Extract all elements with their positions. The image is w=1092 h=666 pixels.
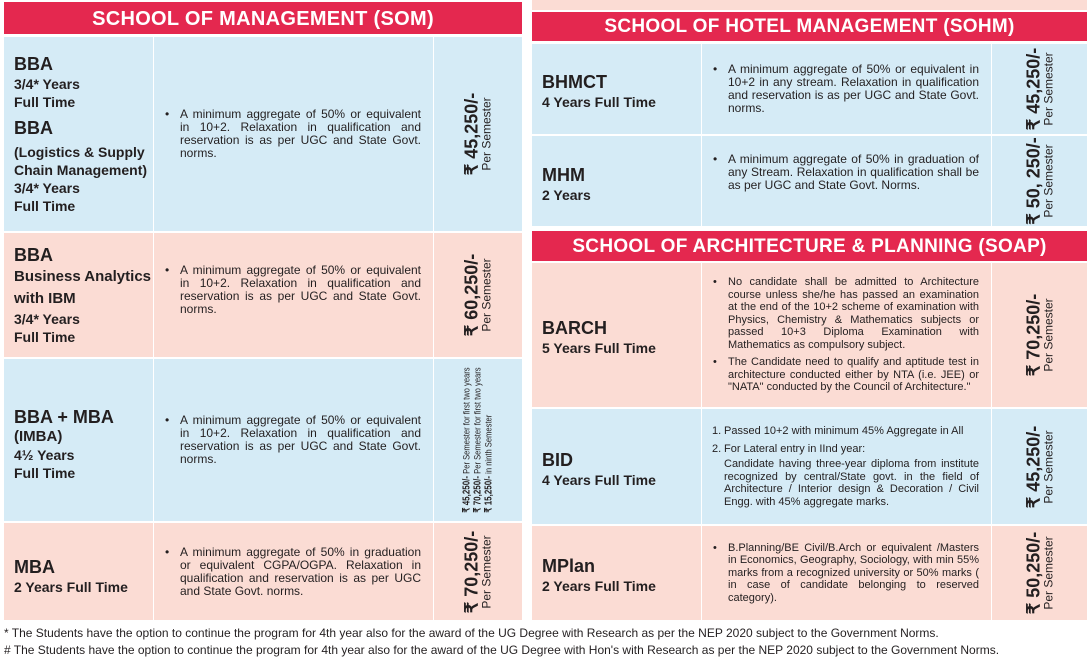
program-duration: 2 Years: [542, 187, 591, 203]
program-specialization: (IMBA): [14, 428, 63, 445]
program-name: MHM: [542, 165, 585, 185]
fee-cell: [434, 233, 522, 357]
eligibility-cell: [154, 359, 434, 521]
program-specialization: (Logistics & Supply: [14, 144, 145, 160]
fee-line: ₹ 70,250/- Per Semester for first two years: [472, 367, 484, 513]
eligibility-cell: [702, 409, 992, 524]
fee-period: Per Semester: [1041, 298, 1055, 372]
program-cell: [532, 409, 702, 524]
eligibility-cell: [702, 263, 992, 407]
fee-cell: [992, 263, 1087, 407]
program-cell: [4, 37, 154, 231]
program-duration: 5 Years Full Time: [542, 340, 656, 356]
eligibility-text: • A minimum aggregate of 50% or equivalent in 10+2 in any stream. Relaxation in qualification and reservation is as per UGC and State Govt. norms.: [712, 63, 979, 115]
eligibility-cell: [154, 233, 434, 357]
som-row-bba-analytics: [4, 233, 522, 357]
program-mode: Full Time: [14, 94, 76, 110]
program-cell: [4, 359, 154, 521]
fee-period: Per Semester: [1041, 144, 1055, 218]
eligibility-text: • The Candidate need to qualify and aptitude test in architecture conducted either by NTA (i.e. JEE) or "NATA" conducted by the Council of Architecture.": [712, 356, 979, 394]
eligibility-text: • No candidate shall be admitted to Architecture course unless she/he has passed an examination at the end of the 10+2 scheme of examination with Physics, Chemistry & Mathematics subjects or passed 10+3 Diploma Examination with Mathematics as compulsory subject.: [712, 276, 979, 351]
program-duration: 3/4* Years: [14, 180, 80, 196]
program-name: BARCH: [542, 318, 607, 338]
program-cell: [532, 44, 702, 134]
program-mode: Full Time: [14, 198, 76, 214]
eligibility-item: 2. For Lateral entry in IInd year: Candidate having three-year diploma from institute recognized by central/State govt. in the field of Architecture / Interior design & Decoration / Civil Engg. with 45% aggregate marks.: [712, 442, 979, 508]
program-name: BBA + MBA: [14, 407, 114, 427]
soap-row-mplan: [532, 526, 1087, 620]
program-name: BBA: [14, 118, 53, 138]
eligibility-text: • A minimum aggregate of 50% in graduation of any Stream. Relaxation in qualification shall be as per UGC and State Govt. Norms.: [712, 153, 979, 192]
program-name: BBA: [14, 54, 53, 74]
fee-period: Per Semester: [1041, 536, 1055, 610]
program-name: BBA: [14, 245, 53, 265]
program-name: BID: [542, 449, 573, 470]
eligibility-cell: [702, 136, 992, 226]
eligibility-cell: [702, 44, 992, 134]
program-cell: [4, 523, 154, 620]
fee-amount: ₹ 45,250/-: [461, 92, 482, 176]
sohm-header: SCHOOL OF HOTEL MANAGEMENT (SOHM): [532, 10, 1087, 41]
eligibility-text: • A minimum aggregate of 50% or equivalent in 10+2. Relaxation in qualification and reservation is as per UGC and State Govt. norms.: [164, 414, 421, 466]
soap-header: SCHOOL OF ARCHITECTURE & PLANNING (SOAP): [532, 229, 1087, 261]
fee-cell: [434, 523, 522, 620]
eligibility-text: • A minimum aggregate of 50% in graduation or equivalent CGPA/OGPA. Relaxation in qualification and reservation is as per UGC and State Govt. norms.: [164, 546, 421, 598]
fee-amount: ₹ 70,250/-: [1023, 293, 1043, 377]
fee-amount: ₹ 45,250/-: [1023, 425, 1043, 508]
program-duration: 2 Years Full Time: [14, 578, 128, 595]
program-duration: 3/4* Years: [14, 76, 80, 92]
fee-amount: ₹ 60,250/-: [461, 253, 482, 337]
fee-cell: [434, 359, 522, 521]
program-specialization: Business Analytics: [14, 268, 151, 285]
program-mode: Full Time: [14, 329, 76, 345]
program-duration: 4 Years Full Time: [542, 471, 656, 488]
program-duration: 4½ Years: [14, 447, 75, 463]
soap-row-bid: [532, 409, 1087, 524]
program-name: BHMCT: [542, 72, 607, 92]
fee-amount: ₹ 50, 250/-: [1023, 137, 1043, 225]
program-specialization: with IBM: [14, 290, 76, 307]
fee-cell: [992, 526, 1087, 620]
som-header: SCHOOL OF MANAGEMENT (SOM): [4, 0, 522, 34]
eligibility-item: 1. Passed 10+2 with minimum 45% Aggregate in All: [712, 425, 964, 437]
footnote-asterisk: * The Students have the option to continue the program for 4th year also for the award of the UG Degree with Research as per the NEP 2020 subject to the Government Norms.: [4, 626, 939, 640]
eligibility-cell: [154, 523, 434, 620]
fee-cell: [992, 136, 1087, 226]
program-cell: [532, 526, 702, 620]
previous-section-edge: [532, 0, 1087, 10]
program-cell: [4, 233, 154, 357]
fee-cell: [992, 44, 1087, 134]
fee-period: Per Semester: [479, 97, 494, 171]
fee-amount: ₹ 50,250/-: [1023, 531, 1043, 615]
sohm-row-bhmct: [532, 44, 1087, 134]
program-cell: [532, 136, 702, 226]
fee-period: Per Semester: [1041, 52, 1055, 126]
fee-line: ₹ 45,250/- Per Semester for first two years: [461, 367, 473, 513]
program-cell: [532, 263, 702, 407]
eligibility-cell: [154, 37, 434, 231]
eligibility-text: • A minimum aggregate of 50% or equivalent in 10+2. Relaxation in qualification and reservation is as per UGC and State Govt. norms.: [164, 264, 421, 316]
eligibility-detail: Candidate having three-year diploma from institute recognized by central/State govt. in the field of Architecture / Interior design & Decoration / Civil Engg. with 45% aggregate marks.: [724, 458, 979, 508]
soap-row-barch: [532, 263, 1087, 407]
eligibility-cell: [702, 526, 992, 620]
program-mode: Full Time: [14, 465, 76, 481]
eligibility-text: • A minimum aggregate of 50% or equivalent in 10+2. Relaxation in qualification and reservation is as per UGC and State Govt. norms.: [164, 108, 421, 160]
fee-period: Per Semester: [479, 534, 494, 609]
eligibility-text: • B.Planning/BE Civil/B.Arch or equivalent /Masters in Economics, Geography, Sociology, with min 55% marks from a recognized university or 50% marks ( in case of candidate belonging to reserved category).: [712, 542, 979, 605]
fee-amount: ₹ 45,250/-: [1023, 47, 1043, 131]
som-row-imba: [4, 359, 522, 521]
fee-amount: ₹ 70,250/-: [461, 530, 482, 613]
program-specialization: Chain Management): [14, 162, 148, 178]
som-row-mba: [4, 523, 522, 620]
program-name: MPlan: [542, 556, 596, 576]
sohm-row-mhm: [532, 136, 1087, 226]
program-name: MBA: [14, 556, 55, 577]
som-row-bba: [4, 37, 522, 231]
program-duration: 4 Years Full Time: [542, 94, 656, 110]
fee-period: Per Semester: [479, 258, 494, 332]
fee-cell: [992, 409, 1087, 524]
program-duration: 3/4* Years: [14, 311, 80, 327]
fee-period: Per Semester: [1041, 429, 1055, 504]
footnote-hash: # The Students have the option to continue the program for 4th year also for the award of the UG Degree with Hon's with Research as per the NEP 2020 subject to the Government Norms.: [4, 643, 1000, 657]
program-duration: 2 Years Full Time: [542, 578, 656, 594]
fee-cell: [434, 37, 522, 231]
fee-line: ₹ 15,250/- in ninth Semester: [483, 414, 495, 513]
